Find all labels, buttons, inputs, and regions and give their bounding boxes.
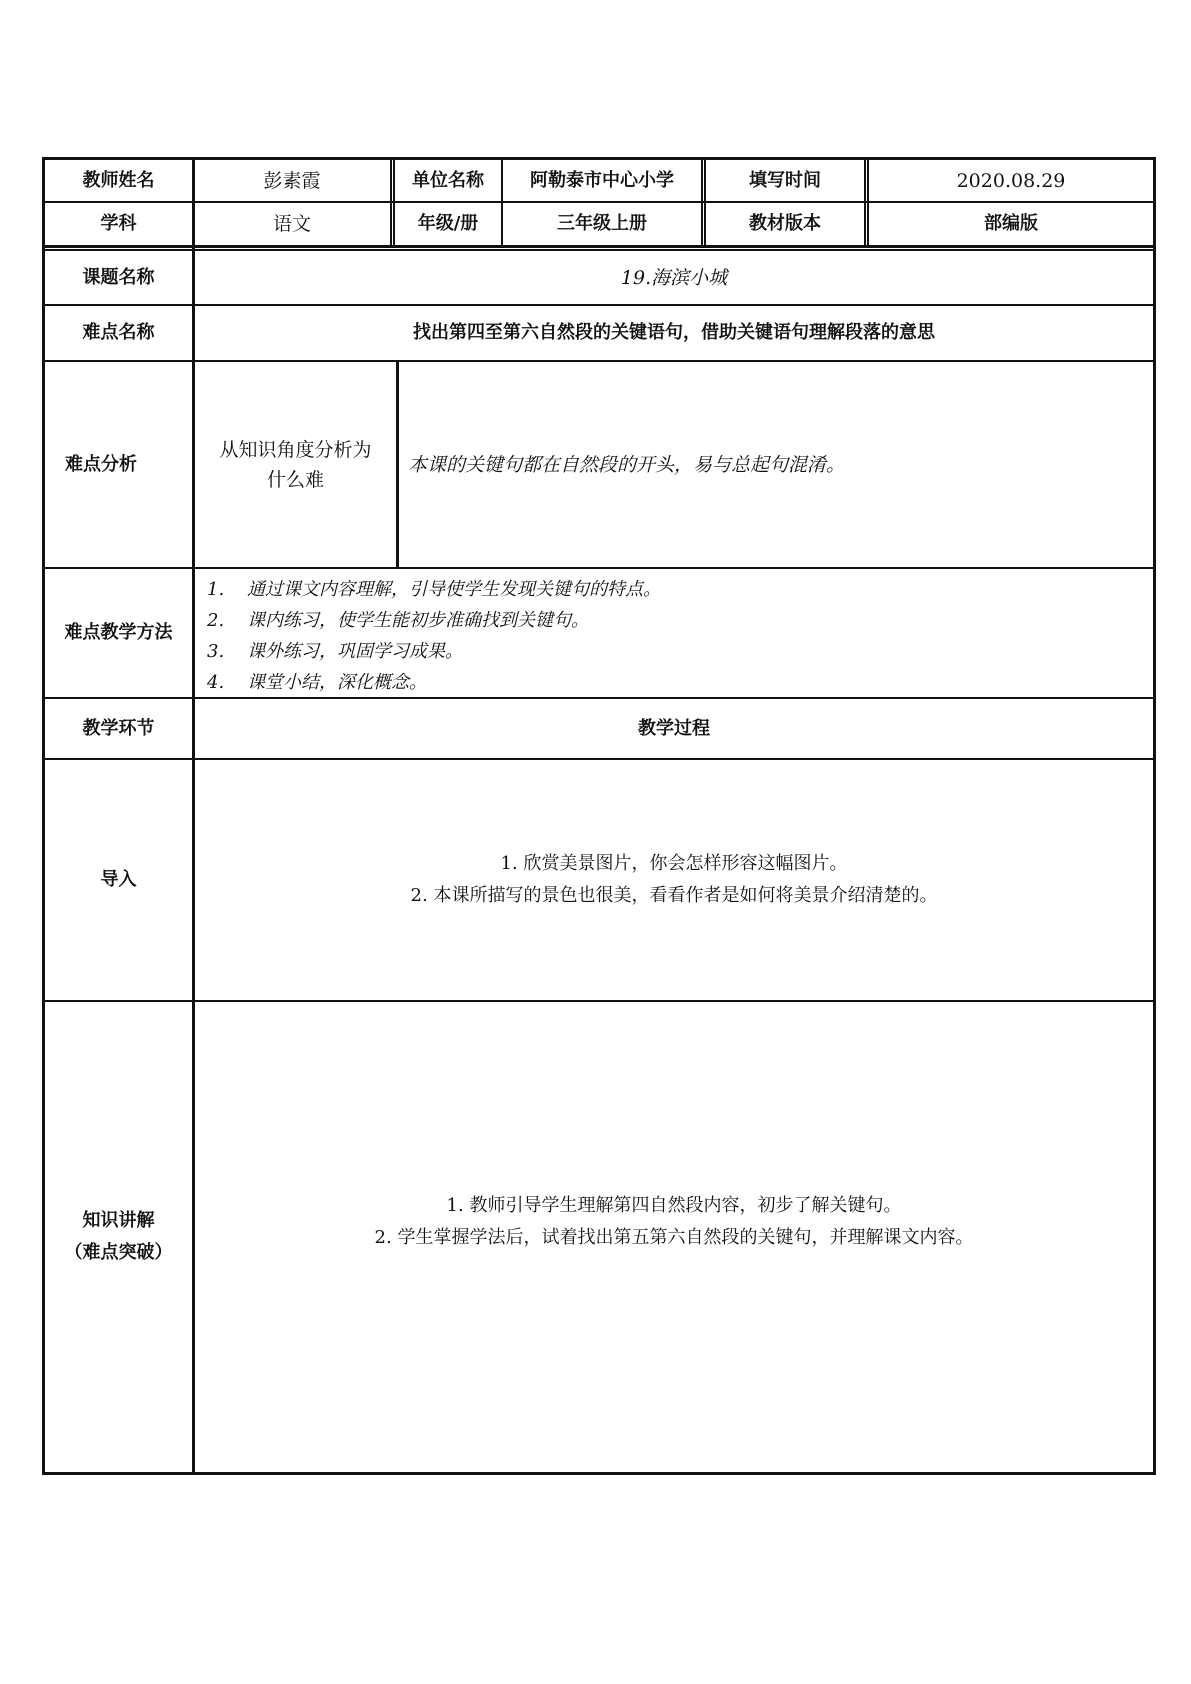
list-item-number: 2. (207, 610, 225, 631)
analysis-sub-label (195, 430, 396, 500)
process-header-label: 教学过程 (638, 717, 710, 739)
grade-label: 年级/册 (417, 213, 479, 234)
difficulty-value: 找出第四至第六自然段的关键语句，借助关键语句理解段落的意思 (413, 322, 935, 343)
edition-label: 教材版本 (749, 213, 821, 234)
fill-date-label: 填写时间 (749, 169, 821, 191)
intro-label: 导入 (100, 869, 137, 890)
stage-header-label: 教学环节 (82, 717, 155, 739)
subject-value: 语文 (272, 213, 311, 235)
list-item-text: 通过课文内容理解，引导使学生发现关键句的特点。 (247, 579, 661, 600)
list-item-number: 4. (207, 672, 225, 693)
teacher-name-value: 彭素霞 (263, 169, 321, 192)
topic-value: 19.海滨小城 (620, 266, 728, 289)
teacher-name-label: 教师姓名 (82, 169, 155, 191)
intro-list (195, 848, 1153, 912)
knowledge-label-line1: 知识讲解 (82, 1210, 155, 1231)
unit-name-value: 阿勒泰市中心小学 (530, 169, 674, 191)
list-item: 1. 欣赏美景图片，你会怎样形容这幅图片。 (500, 853, 848, 874)
edition-value: 部编版 (984, 213, 1038, 234)
analysis-sub-label-line1: 从知识角度分析为 (219, 439, 372, 461)
difficulty-label: 难点名称 (82, 322, 155, 343)
list-item-text: 课外练习，巩固学习成果。 (247, 641, 463, 662)
knowledge-label-line2: （难点突破） (64, 1242, 173, 1263)
methods-list (207, 574, 1157, 698)
analysis-value: 本课的关键句都在自然段的开头，易与总起句混淆。 (408, 453, 846, 476)
list-item: 2. 学生掌握学法后，试着找出第五第六自然段的关键句，并理解课文内容。 (374, 1227, 974, 1248)
list-item-text: 课堂小结，深化概念。 (247, 672, 427, 693)
methods-label: 难点教学方法 (64, 622, 173, 643)
grade-value: 三年级上册 (557, 213, 647, 234)
list-item-number: 1. (207, 579, 225, 600)
list-item-number: 3. (207, 641, 225, 662)
unit-name-label: 单位名称 (412, 169, 484, 191)
analysis-sub-label-line2: 什么难 (266, 469, 324, 491)
subject-label: 学科 (100, 213, 137, 234)
list-item-text: 课内练习，使学生能初步准确找到关键句。 (247, 610, 589, 631)
fill-date-value: 2020.08.29 (956, 169, 1066, 192)
list-item: 1. 教师引导学生理解第四自然段内容，初步了解关键句。 (446, 1195, 902, 1216)
knowledge-label (45, 1002, 192, 1472)
list-item (207, 605, 1157, 636)
topic-label: 课题名称 (82, 266, 155, 288)
list-item (207, 667, 1157, 698)
analysis-label: 难点分析 (65, 453, 137, 475)
list-item (207, 574, 1157, 605)
list-item (207, 636, 1157, 667)
knowledge-list (195, 1190, 1153, 1254)
list-item: 2. 本课所描写的景色也很美，看看作者是如何将美景介绍清楚的。 (410, 885, 938, 906)
